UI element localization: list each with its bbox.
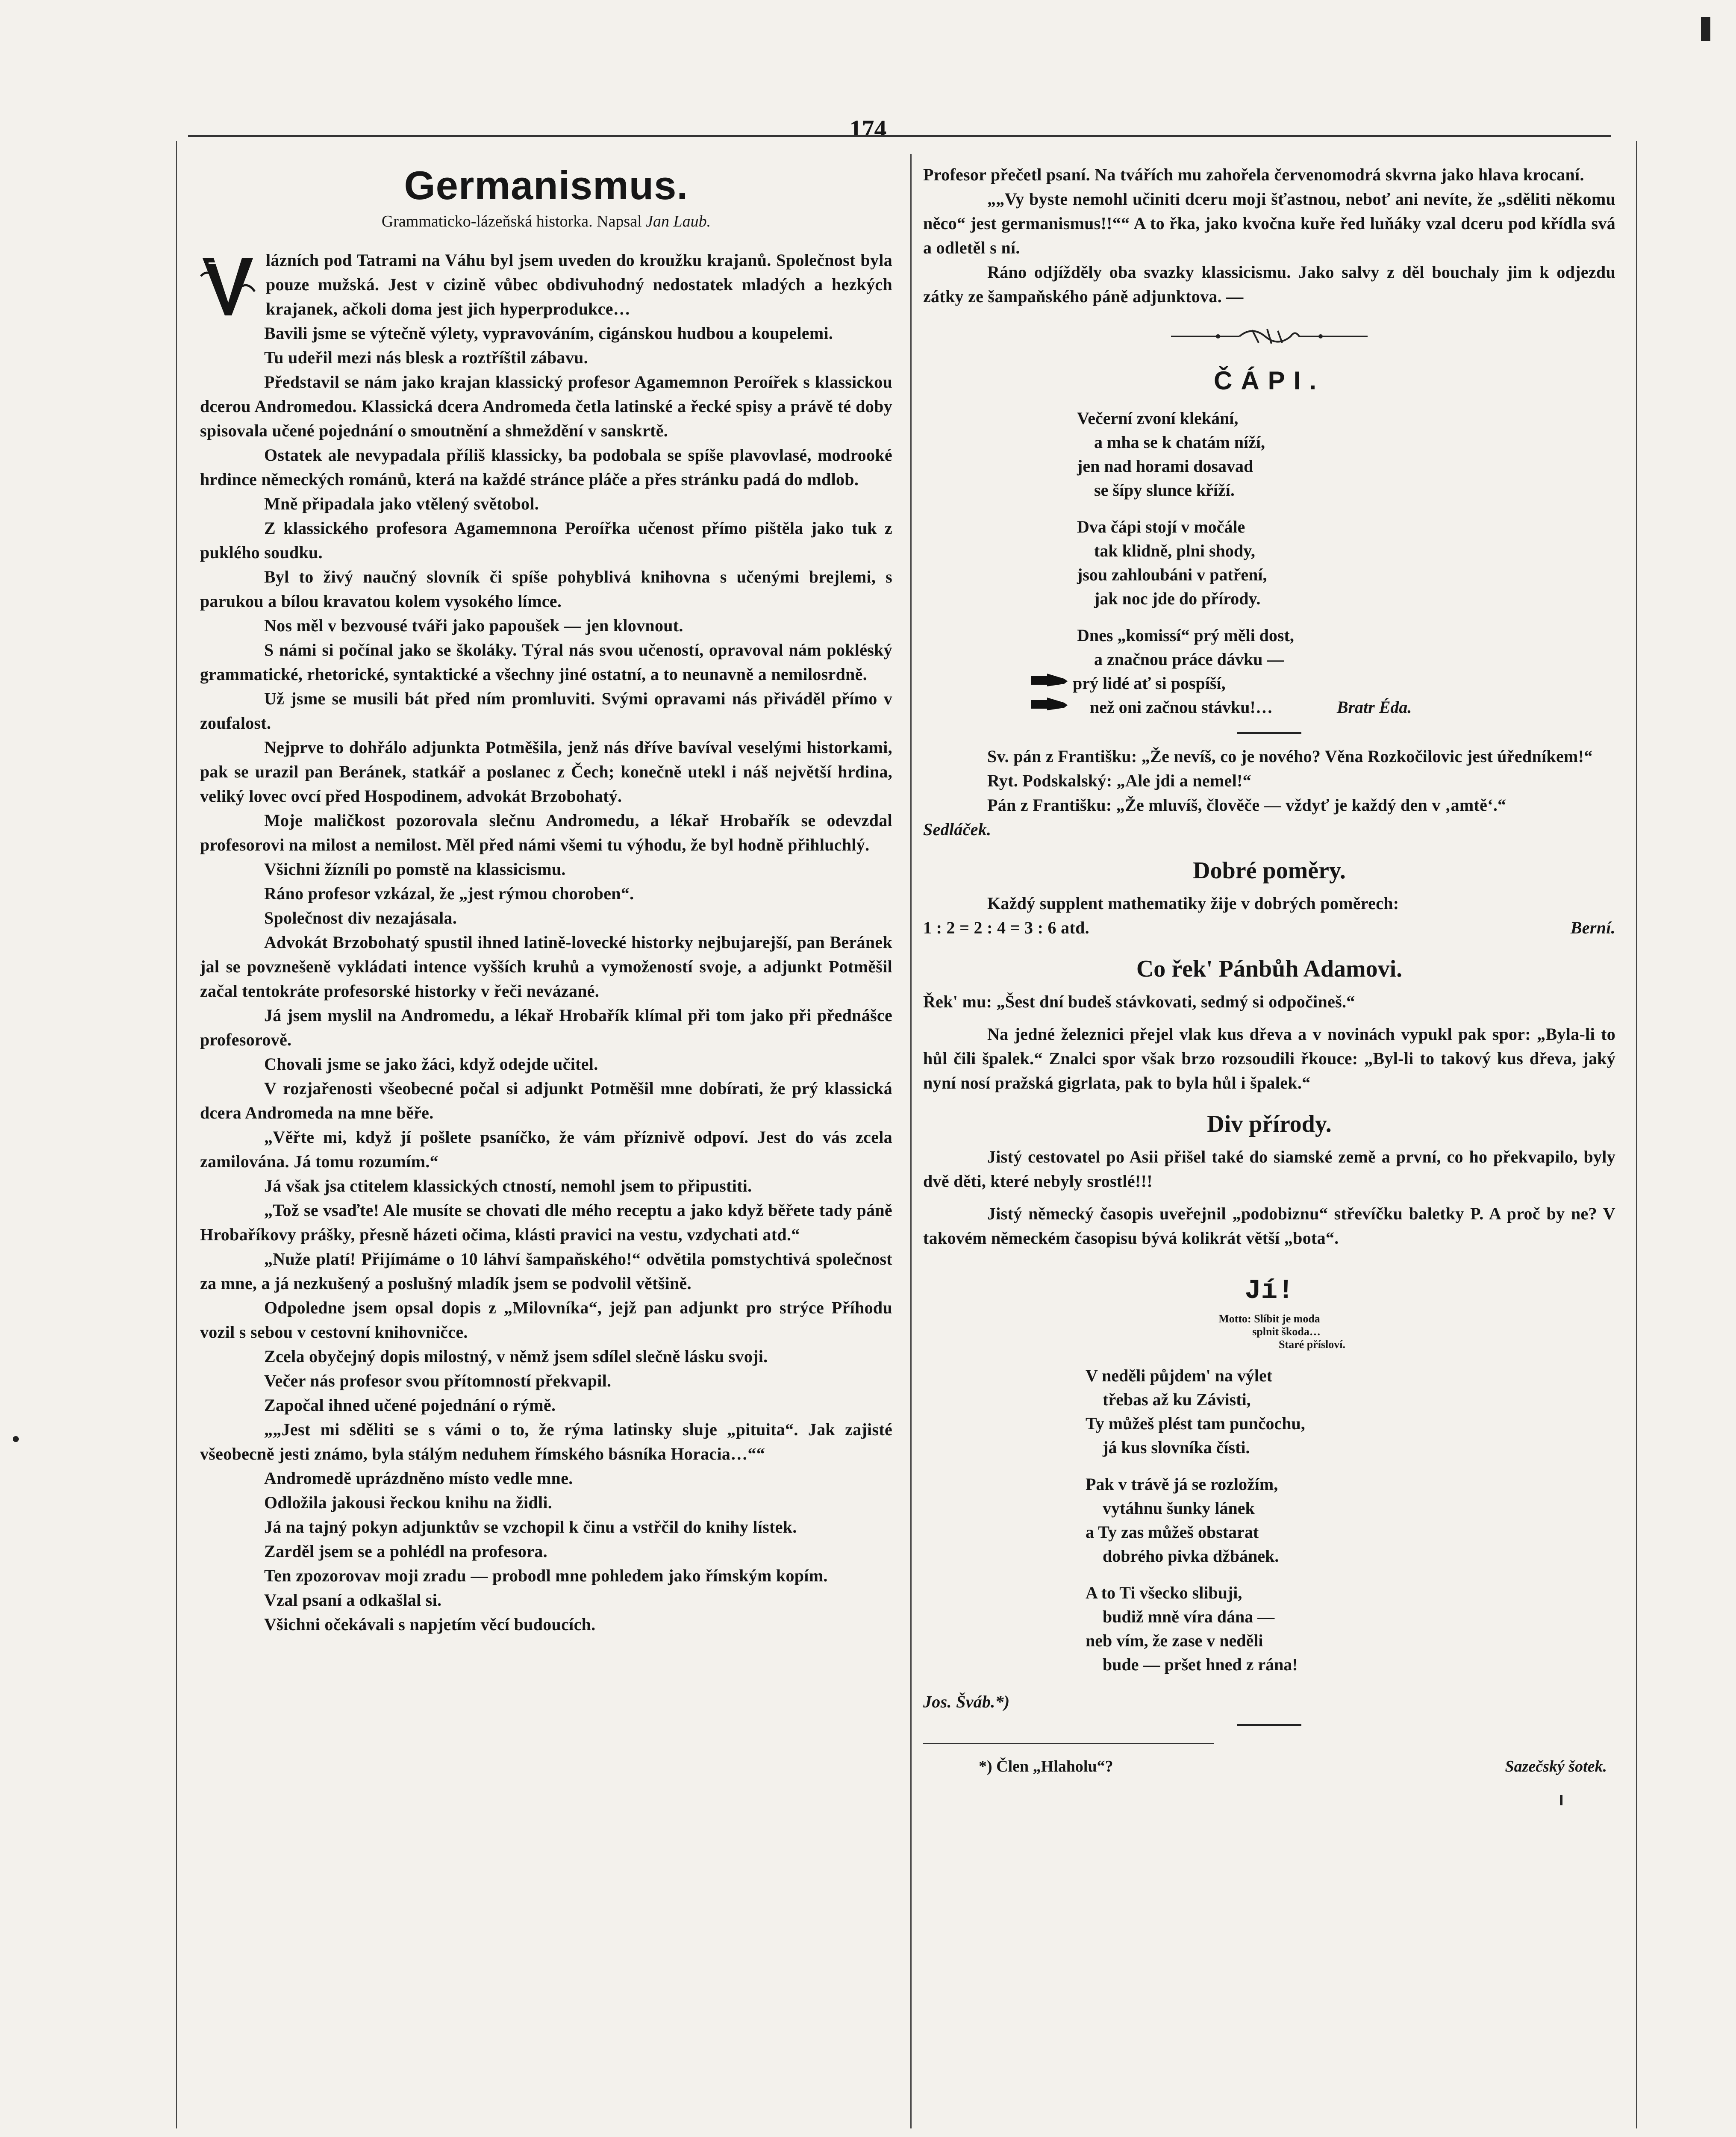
story-paragraph: Ostatek ale nevypadala příliš klassicky, ba podobala se spíše plavovlasé, modrooké hrdince německých románů, která na každé stránce pláče a přes stránku padá do mdlob. <box>200 445 892 489</box>
print-speck <box>13 1436 19 1442</box>
article-subtitle <box>200 212 892 231</box>
div-title: Div přírody. <box>1207 1111 1332 1137</box>
top-rule <box>188 135 1611 137</box>
story-paragraph: Započal ihned učené pojednání o rýmě. <box>264 1395 556 1415</box>
poem-line: se šípy slunce kříží. <box>1094 480 1235 500</box>
poem-line: Dva čápi stojí v močále <box>1077 517 1245 536</box>
casopis-text: Jistý německý časopis uveřejnil „podobiznu“ střevíčku baletky P. A proč by ne? V takovém německém časopisu bývá kolikrát větší „bota“. <box>923 1204 1615 1248</box>
poem-line: třebas až ku Závisti, <box>1103 1390 1251 1409</box>
subtitle-author: Jan Laub. <box>646 212 711 230</box>
story-paragraph: „„Jest mi sděliti se s vámi o to, že rýma latinsky sluje „pituita“. Jak zajisté všeobecně jesti známo, byla stálým neduhem římského básníka Horacia…““ <box>200 1420 892 1463</box>
left-column <box>200 162 892 2124</box>
poem-line: A to Ti všecko slibuji, <box>1086 1583 1242 1602</box>
story-paragraph: Moje maličkost pozorovala slečnu Andromedu, a lékař Hrobařík se odevzdal profesorovi na milost a nemilost. Měl před námi všemi tu výhodu, že byl hodně přihluchlý. <box>200 811 892 854</box>
dobre-formula-line <box>923 915 1615 940</box>
story-paragraph: V rozjařenosti všeobecné počal si adjunkt Potměšil mne dobírati, že prý klassická dcera Andromeda na mne běře. <box>200 1079 892 1122</box>
ji-title: Jí! <box>1245 1276 1294 1307</box>
dialogue-line: Pán z Františku: „Že mluvíš, člověče — vždyť je každý den v ‚amtě‘.“ <box>987 795 1506 815</box>
motto-line: Slíbit je moda <box>1254 1313 1320 1325</box>
story-paragraph: „Tož se vsaďte! Ale musíte se chovati dle mého receptu a jako když běřete tady páně Hrobaříkovy prášky, přesně házeti očima, klásti pravici na vestu, vzdychati atd.“ <box>200 1201 892 1244</box>
poem-line: a mha se k chatám níží, <box>1094 433 1265 452</box>
story-paragraph: Nejprve to dohřálo adjunkta Potměšila, jenž nás dříve bavíval veselými historkami, pak se urazil pan Beránek, statkář a poslanec z Čech; konečně utekl i náš největší hrdina, veliký lovec ovcí před Hospodinem, advokát Brzobohatý. <box>200 738 892 806</box>
story-paragraph: Tu udeřil mezi nás blesk a roztříštil zábavu. <box>264 348 588 367</box>
poem-line: jak noc jde do přírody. <box>1094 589 1261 608</box>
poem-stanza <box>1077 515 1615 611</box>
poem-line: bude — pršet hned z rána! <box>1103 1655 1298 1674</box>
story-paragraph: Nos měl v bezvousé tváři jako papoušek — jen klovnout. <box>264 616 683 635</box>
story-paragraph: Andromedě uprázdněno místo vedle mne. <box>264 1469 573 1488</box>
vlak-text: Na jedné železnici přejel vlak kus dřeva a v novinách vypukl pak spor: „Byla-li to hůl čili špalek.“ Znalci spor však brzo rozsoudili řkouce: „Byl-li to takový kus dřeva, jaký nyní nosí pražská gigrlata, pak to byla hůl i špalek.“ <box>923 1024 1615 1092</box>
subtitle-text: Grammaticko-lázeňská historka. Napsal <box>381 212 642 230</box>
poem-line: já kus slovníka čísti. <box>1103 1438 1250 1457</box>
adam-title: Co řek' Pánbůh Adamovi. <box>1136 956 1403 982</box>
story-paragraph: Z klassického profesora Agamemnona Peroířka učenost přímo pištěla jako tuk z puklého soudku. <box>200 518 892 562</box>
poem-line: vytáhnu šunky lánek <box>1103 1498 1255 1518</box>
motto-source: Staré přísloví. <box>1279 1338 1345 1351</box>
story-paragraph: „Nuže platí! Přijímáme o 10 láhví šampaňského!“ odvětila pomstychtivá společnost za mne, a já nezkušený a poslušný mladík jsem se podvolil většině. <box>200 1249 892 1293</box>
dialogue-author: Sedláček. <box>923 820 992 839</box>
story-paragraph: Ráno profesor vzkázal, že „jest rýmou choroben“. <box>264 884 634 903</box>
poem-stanza <box>1077 406 1615 502</box>
poem-line: jen nad horami dosavad <box>1077 456 1253 476</box>
story-paragraph: Představil se nám jako krajan klassický profesor Agamemnon Peroířek s klassickou dcerou Andromedou. Klassická dcera Andromeda četla latinské a řecké spisy a právě té doby spisovala učené pojednání o smoutnění a shmeždění v sanskrtě. <box>200 372 892 440</box>
ji-poem <box>1086 1364 1615 1677</box>
story-paragraph: Já na tajný pokyn adjunktův se vzchopil k činu a vstřčil do knihy lístek. <box>264 1517 797 1537</box>
dobre-formula: 1 : 2 = 2 : 4 = 3 : 6 atd. <box>923 918 1089 937</box>
story-paragraph: Byl to živý naučný slovník či spíše pohyblivá knihovna s učenými brejlemi, s parukou a bílou kravatou kolem vysokého límce. <box>200 567 892 611</box>
poem-line: a Ty zas můžeš obstarat <box>1086 1522 1259 1542</box>
adam-text: Řek' mu: „Šest dní budeš stávkovati, sedmý si odpočineš.“ <box>923 992 1355 1011</box>
frame-right-border <box>1636 141 1637 2128</box>
ji-author: Jos. Šváb.*) <box>923 1692 1010 1711</box>
dobre-text: Každý supplent mathematiky žije v dobrých poměrech: <box>987 894 1399 913</box>
story-paragraph: Mně připadala jako vtělený světobol. <box>264 494 539 513</box>
story-paragraph: Já však jsa ctitelem klassických ctností, nemohl jsem to připustiti. <box>264 1176 752 1195</box>
poem-stanza <box>1086 1581 1615 1677</box>
story-paragraph: Odpoledne jsem opsal dopis z „Milovníka“, jejž pan adjunkt pro strýce Příhodu vozil s sebou v cestovní knihovničce. <box>200 1298 892 1342</box>
story-paragraph: Všichni očekávali s napjetím věcí budoucích. <box>264 1615 596 1634</box>
story-paragraph: „„Vy byste nemohl učiniti dceru moji šťastnou, neboť ani nevíte, že „sděliti někomu něco“ jest germanismus!!““ A to řka, jako kvočna kuře řed luňáky vzal dceru pod křídla svá a odletěl s ní. <box>923 189 1615 257</box>
story-paragraph: „Věřte mi, když jí pošlete psaníčko, že vám příznivě odpoví. Jest do vás zcela zamilována. Já tomu rozumím.“ <box>200 1127 892 1171</box>
story-body <box>200 248 892 1637</box>
capi-title: ČÁPI. <box>1213 366 1325 395</box>
print-speck <box>1701 17 1710 41</box>
poem-stanza <box>1086 1364 1615 1460</box>
motto-label: Motto: <box>1218 1313 1251 1325</box>
poem-line: tak klidně, plni shody, <box>1094 541 1255 560</box>
dobre-title: Dobré poměry. <box>1193 857 1346 884</box>
poem-stanza <box>1073 624 1615 719</box>
poem-line: a značnou práce dávku — <box>1094 650 1284 669</box>
ji-motto <box>923 1313 1615 1351</box>
poem-line: Večerní zvoní klekání, <box>1077 409 1239 428</box>
poem-stanza <box>1086 1472 1615 1568</box>
poem-line: dobrého pivka džbánek. <box>1103 1546 1279 1566</box>
dobre-author: Berní. <box>1570 918 1615 937</box>
capi-poem <box>1073 406 1615 719</box>
poem-line: prý lidé ať si pospíší, <box>1073 674 1226 693</box>
story-paragraph: Už jsme se musili bát před ním promluviti. Svými opravami nás přiváděl přímo v zoufalost. <box>200 689 892 733</box>
article-title: Germanismus. <box>404 163 689 208</box>
dialogue-line: Ryt. Podskalský: „Ale jdi a nemel!“ <box>987 771 1251 790</box>
poem-line: než oni začnou stávku!… <box>1090 698 1273 717</box>
story-paragraph: Bavili jsme se výtečně výlety, vypravováním, cigánskou hudbou a koupelemi. <box>264 324 833 343</box>
poem-line: Pak v trávě já se rozložím, <box>1086 1475 1278 1494</box>
section-divider <box>1237 1724 1301 1726</box>
div-text: Jistý cestovatel po Asii přišel také do siamské země a první, co ho překvapilo, byly dvě děti, které nebyly srostlé!!! <box>923 1147 1615 1191</box>
story-paragraph: Ten zpozorovav moji zradu — probodl mne pohledem jako římským kopím. <box>264 1566 828 1585</box>
story-paragraph: Zarděl jsem se a pohlédl na profesora. <box>264 1542 547 1561</box>
poem-line-with-hand <box>1030 671 1615 695</box>
frame-left-border <box>176 141 177 2128</box>
poem-line: jsou zahloubáni v patření, <box>1077 565 1267 584</box>
ornament-flourish-icon <box>1167 326 1372 347</box>
poem-line: V neděli půjdem' na výlet <box>1086 1366 1273 1385</box>
poem-line: budiž mně víra dána — <box>1103 1607 1275 1626</box>
footnote-signature: Sazečský šotek. <box>1505 1757 1607 1775</box>
story-paragraph: Večer nás profesor svou přítomností překvapil. <box>264 1371 612 1390</box>
story-paragraph: Ráno odjížděly oba svazky klassicismu. Jako salvy z děl bouchaly jim k odjezdu zátky ze šampaňského páně adjunktova. — <box>923 262 1615 306</box>
story-paragraph: Profesor přečetl psaní. Na tvářích mu zahořela červenomodrá skvrna jako hlava krocaní. <box>923 165 1584 184</box>
story-paragraph: lázních pod Tatrami na Váhu byl jsem uveden do kroužku krajanů. Společnost byla pouze mužská. Jest v cizině vůbec obdivuhodný nedostatek mladých a hezkých krajanek, ačkoli doma jest jich hyperprodukce… <box>266 250 892 318</box>
dialogue-line: Sv. pán z Františku: „Že nevíš, co je nového? Věna Rozkočilovic jest úředníkem!“ <box>987 747 1593 766</box>
story-paragraph: Vzal psaní a odkašlal si. <box>264 1590 442 1610</box>
story-paragraph: Chovali jsme se jako žáci, když odejde učitel. <box>264 1054 598 1074</box>
poem-line: Ty můžeš plést tam punčochu, <box>1086 1414 1305 1433</box>
dropcap-v-ornament <box>200 250 256 319</box>
poem-line-with-hand <box>1030 695 1615 719</box>
motto-line: splnit škoda… <box>1252 1325 1321 1338</box>
pointing-hand-icon <box>1030 672 1068 689</box>
pointing-hand-icon <box>1030 696 1068 713</box>
page-number: 174 <box>849 115 887 143</box>
footnote <box>923 1757 1615 1776</box>
story-paragraph: Zcela obyčejný dopis milostný, v němž jsem sdílel slečně lásku svoji. <box>264 1347 768 1366</box>
dropcap-v-icon <box>200 250 256 319</box>
story-paragraph: Odložila jakousi řeckou knihu na židli. <box>264 1493 553 1512</box>
print-speck <box>1560 1795 1562 1805</box>
story-paragraph: Společnost div nezajásala. <box>264 908 457 927</box>
poem-line: Dnes „komissí“ prý měli dost, <box>1077 626 1294 645</box>
footnote-rule <box>923 1743 1214 1744</box>
poem-author: Bratr Éda. <box>1336 698 1412 717</box>
story-paragraph: Já jsem myslil na Andromedu, a lékař Hrobařík klímal při tom jako při přednášce profesorově. <box>200 1006 892 1049</box>
ornament-divider <box>923 326 1615 349</box>
story-paragraph: Všichni žízníli po pomstě na klassicismu. <box>264 860 566 879</box>
poem-line: neb vím, že zase v neděli <box>1086 1631 1263 1650</box>
story-paragraph: Advokát Brzobohatý spustil ihned latině-lovecké historky nejbujarejší, pan Beránek jal se povznešeně vykládati intence vyšších kruhů a vymožeností svoje, a adjunkt Potměšil začal tentokráte profesorské historky v řeči nevázané. <box>200 933 892 1001</box>
right-column <box>923 162 1615 2128</box>
section-divider <box>1237 732 1301 734</box>
footnote-text: *) Člen „Hlaholu“? <box>979 1757 1113 1775</box>
column-separator <box>910 154 912 2128</box>
story-paragraph: S námi si počínal jako se školáky. Týral nás svou učeností, opravoval nám pokléský grammatické, rhetorické, syntaktické a všechny jiné ostatní, a to neunavně a nemilosrdně. <box>200 640 892 684</box>
